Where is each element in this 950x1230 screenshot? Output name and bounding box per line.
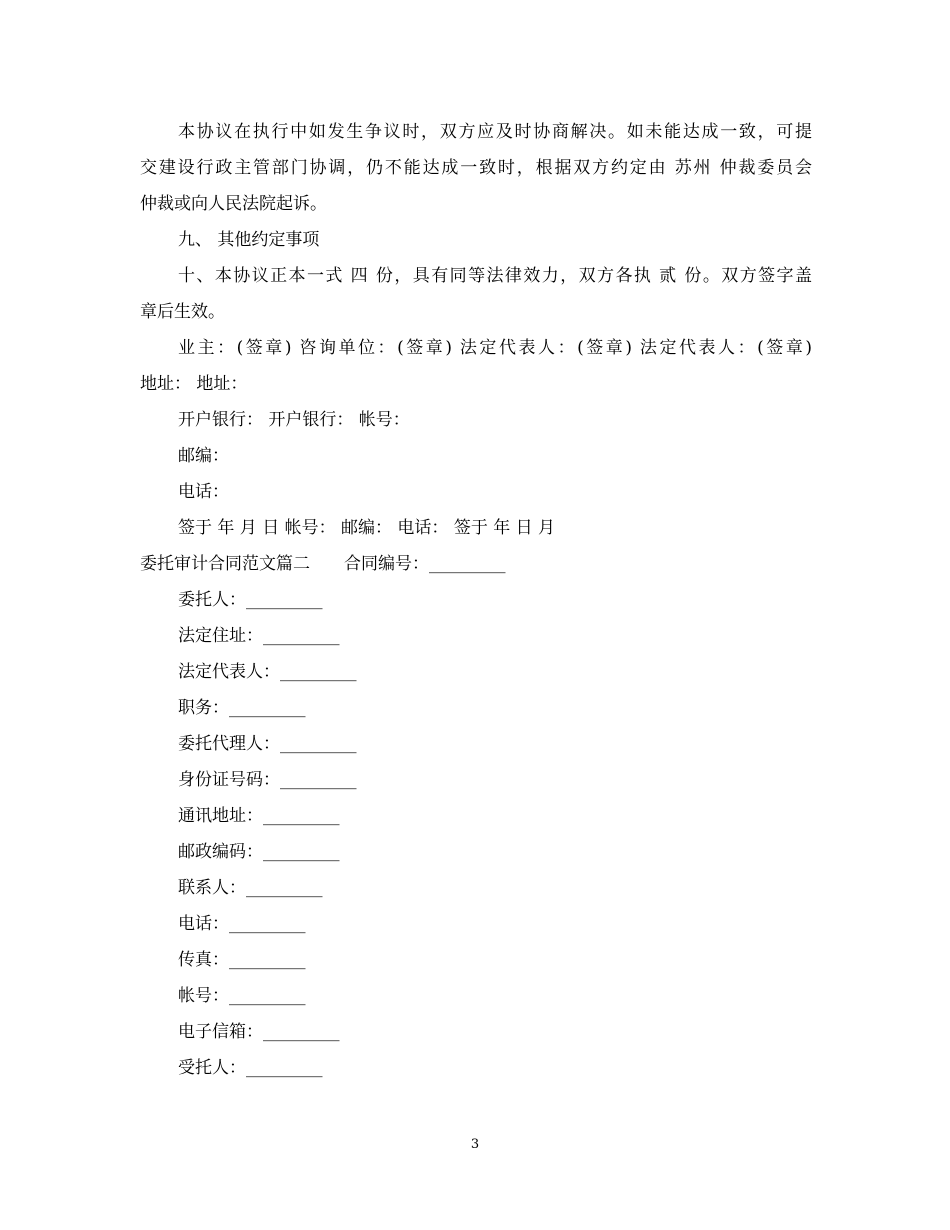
text-line: 开户银行： 开户银行： 帐号： — [178, 410, 410, 430]
text-line: 帐号：_________ — [178, 986, 306, 1006]
text-line: 受托人：_________ — [178, 1058, 323, 1078]
document-body — [140, 114, 812, 1086]
text-line: 委托审计合同范文篇二 合同编号：_________ — [140, 554, 506, 574]
text-line: 邮编： — [178, 446, 229, 466]
text-line: 委托代理人：_________ — [178, 734, 357, 754]
text-line: 本协议在执行中如发生争议时，双方应及时协商解决。如未能达成一致，可提 — [178, 122, 812, 142]
text-line: 交建设行政主管部门协调，仍不能达成一致时，根据双方约定由 苏州 仲裁委员会 — [140, 158, 812, 178]
text-line: 法定代表人：_________ — [178, 662, 357, 682]
text-line: 电话： — [178, 482, 229, 502]
page-number: 3 — [470, 1137, 480, 1152]
text-line: 九、 其他约定事项 — [178, 230, 320, 250]
text-line: 签于 年 月 日 帐号： 邮编： 电话： 签于 年 日 月 — [178, 518, 556, 538]
text-line: 法定住址：_________ — [178, 626, 340, 646]
text-line: 职务：_________ — [178, 698, 306, 718]
text-line: 委托人：_________ — [178, 590, 323, 610]
text-line: 邮政编码：_________ — [178, 842, 340, 862]
text-line: 章后生效。 — [140, 302, 225, 322]
text-line: 电话：_________ — [178, 914, 306, 934]
text-line: 传真：_________ — [178, 950, 306, 970]
text-line: 通讯地址：_________ — [178, 806, 340, 826]
text-line: 仲裁或向人民法院起诉。 — [140, 194, 327, 214]
text-line: 电子信箱：_________ — [178, 1022, 340, 1042]
text-line: 业主：(签章) 咨询单位：(签章) 法定代表人：(签章) 法定代表人：(签章) — [178, 338, 812, 358]
text-line: 十、本协议正本一式 四 份，具有同等法律效力，双方各执 贰 份。双方签字盖 — [178, 266, 812, 286]
text-line: 联系人：_________ — [178, 878, 323, 898]
text-line: 身份证号码：_________ — [178, 770, 357, 790]
text-line: 地址： 地址： — [140, 374, 248, 394]
